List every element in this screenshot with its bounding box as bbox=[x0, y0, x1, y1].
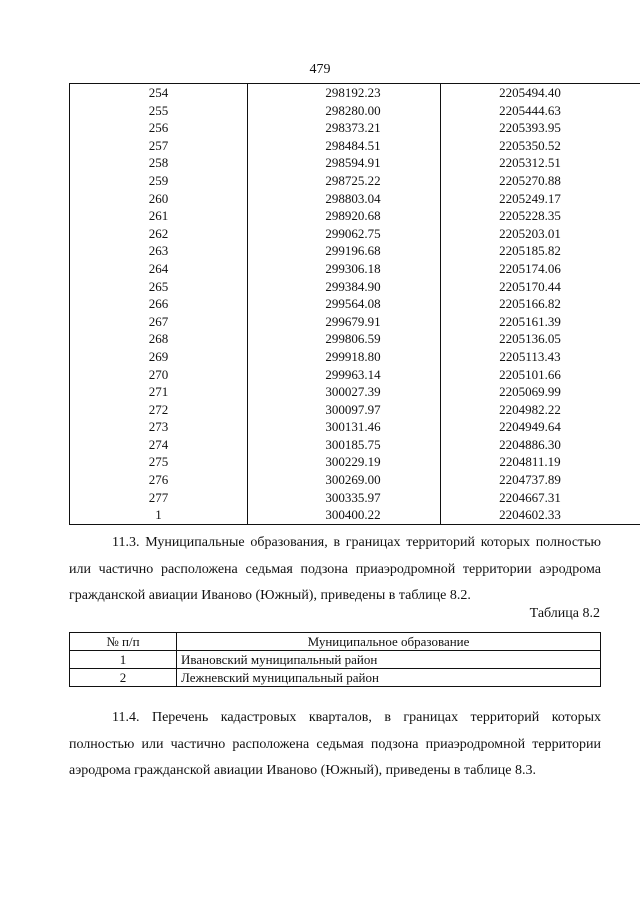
table-row bbox=[70, 207, 640, 225]
coordinate-x: 299306.18 bbox=[248, 260, 441, 278]
coordinate-x: 299806.59 bbox=[248, 330, 441, 348]
point-number: 268 bbox=[70, 330, 248, 348]
point-number: 260 bbox=[70, 190, 248, 208]
coordinates-table bbox=[69, 83, 640, 525]
coordinate-x: 299062.75 bbox=[248, 225, 441, 243]
table-8-2-caption: Таблица 8.2 bbox=[529, 606, 600, 621]
coordinate-x: 299679.91 bbox=[248, 313, 441, 331]
coordinate-x: 300185.75 bbox=[248, 436, 441, 454]
point-number: 266 bbox=[70, 295, 248, 313]
coordinate-x: 298725.22 bbox=[248, 172, 441, 190]
coordinate-x: 298192.23 bbox=[248, 84, 441, 102]
table-row bbox=[70, 383, 640, 401]
coordinates-table-body bbox=[70, 84, 640, 525]
coordinate-x: 299963.14 bbox=[248, 366, 441, 384]
coordinate-x: 300027.39 bbox=[248, 383, 441, 401]
point-number: 269 bbox=[70, 348, 248, 366]
table-row bbox=[70, 453, 640, 471]
table-row bbox=[70, 154, 640, 172]
point-number: 270 bbox=[70, 366, 248, 384]
point-number: 267 bbox=[70, 313, 248, 331]
page-number: 479 bbox=[309, 62, 331, 77]
coordinate-y: 2205170.44 bbox=[441, 278, 640, 296]
coordinate-y: 2205444.63 bbox=[441, 102, 640, 120]
municipality-name: Лежневский муниципальный район bbox=[177, 669, 601, 687]
point-number: 276 bbox=[70, 471, 248, 489]
coordinate-y: 2205113.43 bbox=[441, 348, 640, 366]
table-row bbox=[70, 84, 640, 102]
table-row bbox=[70, 242, 640, 260]
coordinate-y: 2205101.66 bbox=[441, 366, 640, 384]
table-row bbox=[70, 172, 640, 190]
point-number: 256 bbox=[70, 119, 248, 137]
municipality-name: Ивановский муниципальный район bbox=[177, 651, 601, 669]
table-row bbox=[70, 330, 640, 348]
coordinate-x: 298280.00 bbox=[248, 102, 441, 120]
coordinate-y: 2205136.05 bbox=[441, 330, 640, 348]
table-row bbox=[70, 313, 640, 331]
table-row bbox=[70, 137, 640, 155]
coordinate-x: 298920.68 bbox=[248, 207, 441, 225]
coordinate-y: 2205270.88 bbox=[441, 172, 640, 190]
coordinate-y: 2205350.52 bbox=[441, 137, 640, 155]
paragraph-11-3 bbox=[69, 530, 601, 610]
point-number: 261 bbox=[70, 207, 248, 225]
column-header-number: № п/п bbox=[70, 633, 177, 651]
coordinate-x: 300400.22 bbox=[248, 506, 441, 524]
coordinate-y: 2204982.22 bbox=[441, 401, 640, 419]
point-number: 255 bbox=[70, 102, 248, 120]
coordinate-x: 298594.91 bbox=[248, 154, 441, 172]
coordinate-x: 300097.97 bbox=[248, 401, 441, 419]
table-row bbox=[70, 436, 640, 454]
table-row bbox=[70, 366, 640, 384]
point-number: 274 bbox=[70, 436, 248, 454]
point-number: 272 bbox=[70, 401, 248, 419]
table-row bbox=[70, 489, 640, 507]
table-row bbox=[70, 651, 601, 669]
point-number: 262 bbox=[70, 225, 248, 243]
coordinate-x: 299564.08 bbox=[248, 295, 441, 313]
row-number: 2 bbox=[70, 669, 177, 687]
point-number: 265 bbox=[70, 278, 248, 296]
table-row bbox=[70, 348, 640, 366]
table-row bbox=[70, 190, 640, 208]
coordinate-y: 2205494.40 bbox=[441, 84, 640, 102]
table-row bbox=[70, 119, 640, 137]
point-number: 263 bbox=[70, 242, 248, 260]
point-number: 273 bbox=[70, 418, 248, 436]
coordinate-x: 300269.00 bbox=[248, 471, 441, 489]
table-header-row bbox=[70, 633, 601, 651]
coordinate-y: 2205203.01 bbox=[441, 225, 640, 243]
coordinate-x: 300131.46 bbox=[248, 418, 441, 436]
coordinate-y: 2205312.51 bbox=[441, 154, 640, 172]
coordinate-y: 2205393.95 bbox=[441, 119, 640, 137]
coordinate-y: 2205249.17 bbox=[441, 190, 640, 208]
coordinate-y: 2204737.89 bbox=[441, 471, 640, 489]
point-number: 257 bbox=[70, 137, 248, 155]
coordinate-y: 2205174.06 bbox=[441, 260, 640, 278]
point-number: 271 bbox=[70, 383, 248, 401]
coordinate-y: 2204602.33 bbox=[441, 506, 640, 524]
municipalities-table bbox=[69, 632, 601, 687]
table-row bbox=[70, 225, 640, 243]
table-row bbox=[70, 278, 640, 296]
coordinate-x: 298373.21 bbox=[248, 119, 441, 137]
table-row bbox=[70, 260, 640, 278]
table-row bbox=[70, 295, 640, 313]
coordinate-x: 300229.19 bbox=[248, 453, 441, 471]
coordinate-x: 298484.51 bbox=[248, 137, 441, 155]
table-row bbox=[70, 401, 640, 419]
coordinate-y: 2205166.82 bbox=[441, 295, 640, 313]
table-row bbox=[70, 669, 601, 687]
point-number: 275 bbox=[70, 453, 248, 471]
coordinate-y: 2204886.30 bbox=[441, 436, 640, 454]
coordinate-y: 2205069.99 bbox=[441, 383, 640, 401]
table-row bbox=[70, 102, 640, 120]
point-number: 254 bbox=[70, 84, 248, 102]
paragraph-11-4 bbox=[69, 705, 601, 785]
table-row bbox=[70, 418, 640, 436]
paragraph-11-4-text: 11.4. Перечень кадастровых кварталов, в границах территорий которых полностью или частично расположена седьмая подзона приаэродромной территории аэродрома гражданской авиации Иваново (Южный), приведены в таблице 8.3. bbox=[69, 710, 601, 778]
paragraph-11-3-text: 11.3. Муниципальные образования, в границах территорий которых полностью или частично расположена седьмая подзона приаэродромной территории аэродрома гражданской авиации Иваново (Южный), приведены в таблице 8.2. bbox=[69, 535, 601, 603]
point-number: 277 bbox=[70, 489, 248, 507]
row-number: 1 bbox=[70, 651, 177, 669]
coordinate-x: 299196.68 bbox=[248, 242, 441, 260]
coordinate-y: 2205161.39 bbox=[441, 313, 640, 331]
point-number: 258 bbox=[70, 154, 248, 172]
coordinate-x: 300335.97 bbox=[248, 489, 441, 507]
point-number: 1 bbox=[70, 506, 248, 524]
coordinate-y: 2205228.35 bbox=[441, 207, 640, 225]
coordinate-y: 2205185.82 bbox=[441, 242, 640, 260]
coordinate-x: 299384.90 bbox=[248, 278, 441, 296]
table-row bbox=[70, 471, 640, 489]
coordinate-y: 2204667.31 bbox=[441, 489, 640, 507]
coordinate-x: 299918.80 bbox=[248, 348, 441, 366]
column-header-municipality: Муниципальное образование bbox=[177, 633, 601, 651]
point-number: 264 bbox=[70, 260, 248, 278]
point-number: 259 bbox=[70, 172, 248, 190]
table-row bbox=[70, 506, 640, 524]
coordinate-y: 2204811.19 bbox=[441, 453, 640, 471]
coordinate-y: 2204949.64 bbox=[441, 418, 640, 436]
coordinate-x: 298803.04 bbox=[248, 190, 441, 208]
